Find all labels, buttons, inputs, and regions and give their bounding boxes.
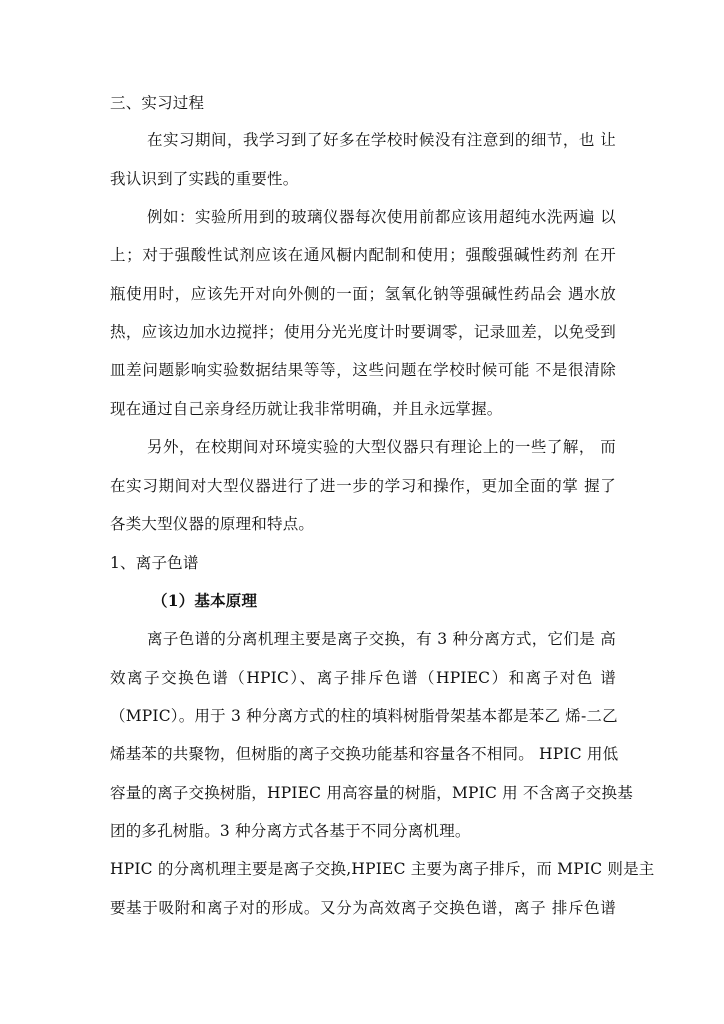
principle-paragraph-line-6: 团的多孔树脂。3 种分离方式各基于不同分离机理。 xyxy=(110,822,471,840)
example-paragraph-line-2: 上；对于强酸性试剂应该在通风橱内配制和使用；强酸强碱性药剂 在开 xyxy=(110,246,616,264)
section-heading: 三、实习过程 xyxy=(110,94,205,112)
intro-paragraph-line-2: 我认识到了实践的重要性。 xyxy=(110,170,299,188)
example-paragraph-line-5: 皿差问题影响实验数据结果等等，这些问题在学校时候可能 不是很清除 xyxy=(110,361,616,379)
other-paragraph-line-1: 另外，在校期间对环境实验的大型仪器只有理论上的一些了解， 而 xyxy=(147,438,616,456)
principle-paragraph-line-1: 离子色谱的分离机理主要是离子交换，有 3 种分离方式，它们是 高 xyxy=(147,630,616,648)
principle-paragraph-line-2: 效离子交换色谱（HPIC）、离子排斥色谱（HPIEC）和离子对色 谱 xyxy=(110,669,616,687)
principle-paragraph-line-5: 容量的离子交换树脂，HPIEC 用高容量的树脂，MPIC 用 不含离子交换基 xyxy=(110,784,633,802)
intro-paragraph-line-1: 在实习期间，我学习到了好多在学校时候没有注意到的细节，也 让 xyxy=(147,131,616,149)
other-paragraph-line-3: 各类大型仪器的原理和特点。 xyxy=(110,515,315,533)
example-paragraph-line-1: 例如：实验所用到的玻璃仪器每次使用前都应该用超纯水洗两遍 以 xyxy=(147,208,616,226)
other-paragraph-line-2: 在实习期间对大型仪器进行了进一步的学习和操作，更加全面的掌 握了 xyxy=(110,477,616,495)
mechanism-paragraph-line-2: 要基于吸附和离子对的形成。又分为高效离子交换色谱，离子 排斥色谱 xyxy=(110,899,616,917)
sub-subsection-heading: （1）基本原理 xyxy=(152,591,258,610)
principle-paragraph-line-3: （MPIC）。用于 3 种分离方式的柱的填料树脂骨架基本都是苯乙 烯-二乙 xyxy=(110,707,618,725)
example-paragraph-line-4: 热，应该边加水边搅拌；使用分光光度计时要调零，记录皿差，以免受到 xyxy=(110,323,616,341)
principle-paragraph-line-4: 烯基苯的共聚物，但树脂的离子交换功能基和容量各不相同。 HPIC 用低 xyxy=(110,745,619,763)
mechanism-paragraph-line-1: HPIC 的分离机理主要是离子交换,HPIEC 主要为离子排斥，而 MPIC 则是主 xyxy=(110,860,655,878)
subsection-heading: 1、离子色谱 xyxy=(110,554,199,572)
example-paragraph-line-3: 瓶使用时，应该先开对向外侧的一面；氢氧化钠等强碱性药品会 遇水放 xyxy=(110,285,616,303)
example-paragraph-line-6: 现在通过自己亲身经历就让我非常明确，并且永远掌握。 xyxy=(110,400,503,418)
